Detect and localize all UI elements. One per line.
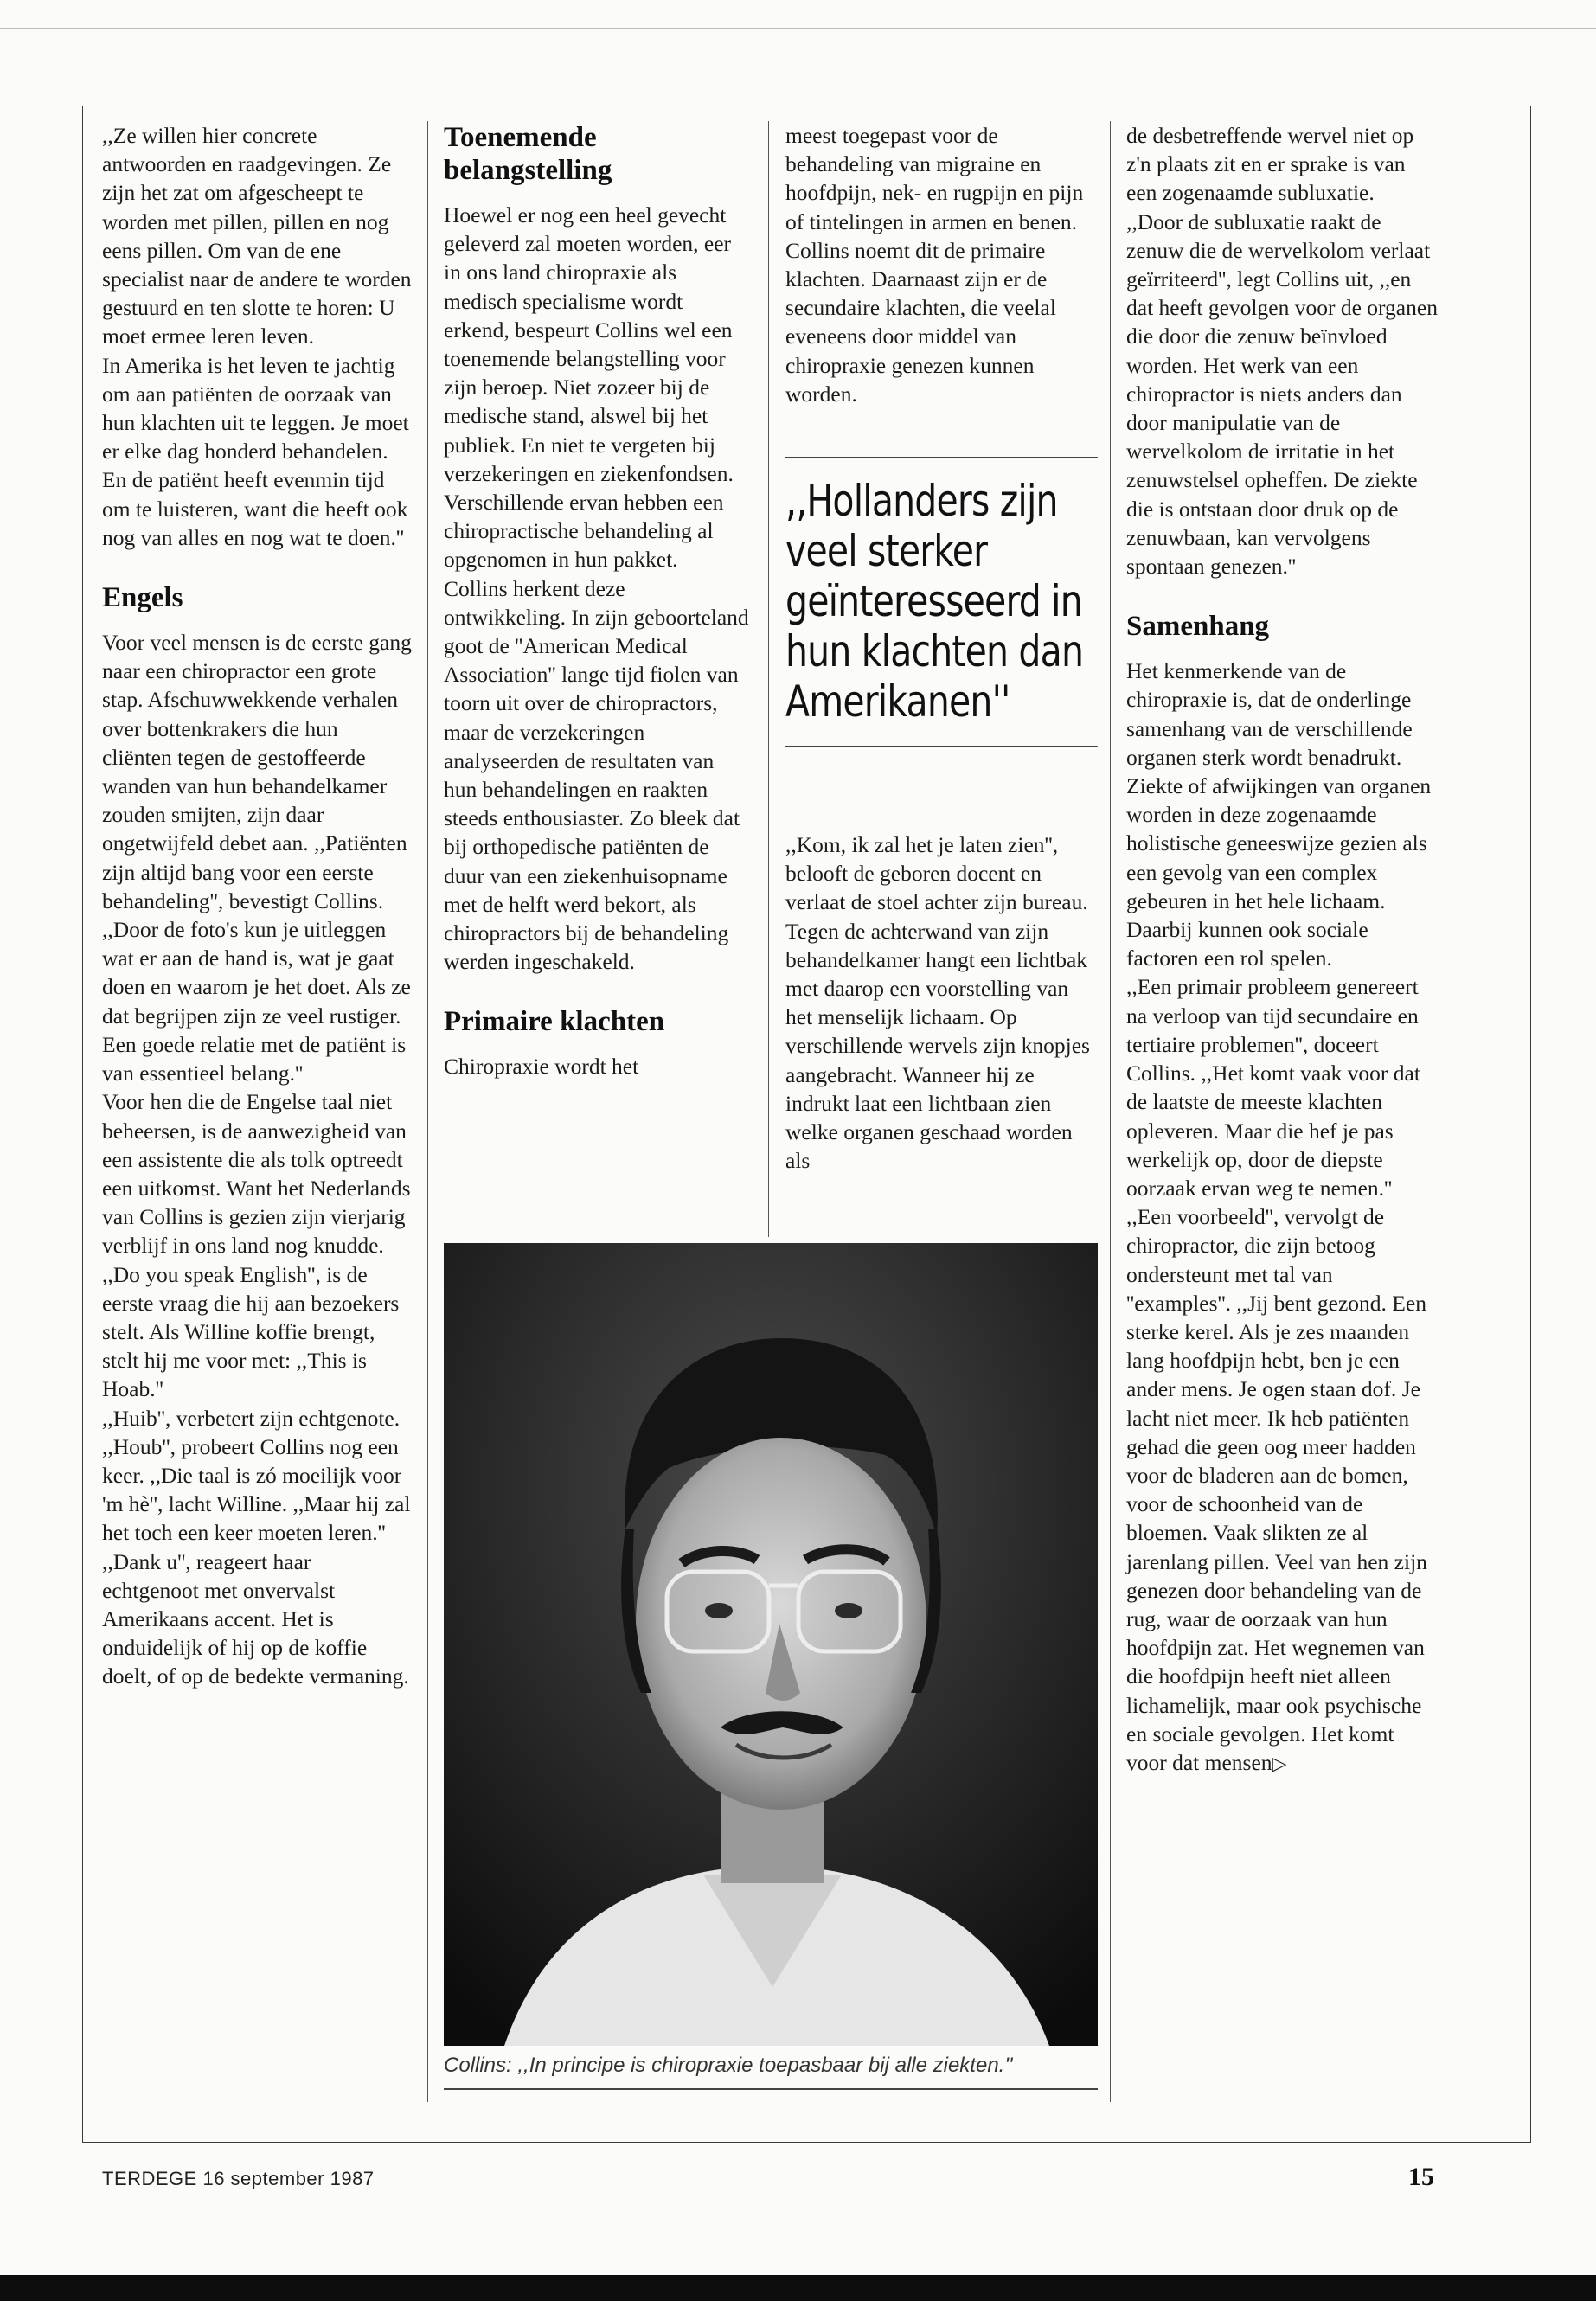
photo-caption: Collins: ,,In principe is chiropraxie toepasbaar bij alle ziekten.'' — [444, 2053, 1098, 2090]
column-1 — [102, 121, 412, 1691]
col4-paragraph-5-text: ,,Een voorbeeld'', vervolgt de chiropractor, die zijn betoog ondersteunt met tal van ''examples''. ,,Jij bent gezond. Een sterke kerel. Als je zes maanden lang hoofdpijn hebt, ben je een ander mens. Je ogen staan dof. Je lacht niet meer. Ik heb patiënten gehad die geen oog meer hadden voor de bladeren aan de bomen, voor de schoonheid van de bloemen. Vaak slikten ze al jarenlang pillen. Veel van hen zijn genezen door behandeling van de rug, waar de oorzaak van hun hoofdpijn zat. Het wegnemen van die hoofdpijn heeft niet alleen lichamelijk, maar ook psychische en sociale gevolgen. Het komt voor dat mensen — [1126, 1204, 1427, 1775]
col2-paragraph-3: Chiropraxie wordt het — [444, 1054, 639, 1080]
column-3-lower — [785, 830, 1090, 1175]
col1-paragraph-6: ,,Dank u'', reageert haar echtgenoot met onvervalst Amerikaans accent. Het is onduidelijk of hij op de koffie doelt, of op de bedekte vermaning. — [102, 1548, 409, 1689]
portrait-illustration — [444, 1243, 1098, 2046]
page-number: 15 — [1408, 2163, 1434, 2191]
scan-bottom-band — [0, 2275, 1596, 2301]
column-2 — [444, 121, 751, 1081]
portrait-photo — [444, 1243, 1098, 2046]
col4-paragraph-2: ,,Door de subluxatie raakt de zenuw die de wervelkolom verlaat geïrriteerd'', legt Collins uit, ,,en dat heeft gevolgen voor de organen die door die zenuw beïnvloed worden. Het werk van een chiropractor is niets anders dan door manipulatie van de wervelkolom de irritatie in het zenuwstelsel opheffen. De ziekte die is ontstaan door druk op de zenuwbaan, kan vervolgens spontaan genezen.'' — [1126, 208, 1438, 580]
col4-paragraph-1: de desbetreffende wervel niet op z'n plaats zit en er sprake is van een zogenaamde subluxatie. — [1126, 123, 1414, 206]
column-4 — [1126, 121, 1439, 1779]
col2-paragraph-1: Hoewel er nog een heel gevecht geleverd zal moeten worden, eer in ons land chiropraxie als medisch specialisme wordt erkend, bespeurt Collins wel een toenemende belangstelling voor zijn beroep. Niet zozeer bij de medische stand, alswel bij het publiek. En niet te vergeten bij verzekeringen en ziekenfondsen. Verschillende ervan hebben een chiropractische behandeling al opgenomen in hun pakket. — [444, 202, 734, 573]
col1-paragraph-2: In Amerika is het leven te jachtig om aan patiënten de oorzaak van hun klachten uit te leggen. Je moet er elke dag honderd behandelen. En de patiënt heeft evenmin tijd om te luisteren, want die heeft ook nog van alles en nog wat te doen.'' — [102, 352, 409, 550]
pull-quote: ,,Hollanders zijn veel sterker geïnteresseerd in hun klachten dan Amerikanen'' — [785, 457, 1098, 747]
col3-paragraph-1: meest toegepast voor de behandeling van migraine en hoofdpijn, nek- en rugpijn en pijn of tintelingen in armen en benen. Collins noemt dit de primaire klachten. Daarnaast zijn er de secundaire klachten, die veelal eveneens door middel van chiropraxie genezen kunnen worden. — [785, 123, 1084, 407]
col4-paragraph-4: ,,Een primair probleem genereert na verloop van tijd secundaire en tertiaire problemen'', doceert Collins. ,,Het komt vaak voor dat de laatste de meeste klachten opleveren. Maar die hef je pas werkelijk op, door de diepste oorzaak ervan weg te nemen.'' — [1126, 974, 1420, 1201]
col1-paragraph-5: ,,Huib'', verbetert zijn echtgenote. ,,Houb'', probeert Collins nog een keer. ,,Die taal is zó moeilijk voor 'm hè'', lacht Willine. ,,Maar hij zal het toch een keer moeten leren.'' — [102, 1405, 411, 1546]
column-3 — [785, 121, 1090, 408]
col4-paragraph-3: Het kenmerkende van de chiropraxie is, dat de onderlinge samenhang van de verschillende organen sterk wordt benadrukt. Ziekte of afwijkingen van organen worden in deze zogenaamde holistische geneeswijze gezien als een gevolg van een complex gebeuren in het hele lichaam. Daarbij kunnen ook sociale factoren een rol spelen. — [1126, 658, 1432, 971]
col2-paragraph-2: Collins herkent deze ontwikkeling. In zijn geboorteland goot de ''American Medical Association'' lange tijd fiolen van toorn uit over de chiropractors, maar de verzekeringen analyseerden de resultaten van hun behandelingen en raakten steeds enthousiaster. Zo bleek dat bij orthopedische patiënten de duur van een ziekenhuisopname met de helft werd bekort, als chiropractors bij de behandeling werden ingeschakeld. — [444, 575, 749, 975]
column-rule-2 — [768, 121, 769, 1237]
top-edge-line — [0, 28, 1596, 29]
col1-paragraph-1: ,,Ze willen hier concrete antwoorden en raadgevingen. Ze zijn het zat om afgescheept te worden met pillen, pillen en nog eens pillen. Om van de ene specialist naar de andere te worden gestuurd en ten slotte te horen: U moet ermee leren leven. — [102, 123, 412, 349]
heading-toenemende-belangstelling: Toenemende belangstelling — [444, 122, 612, 186]
heading-engels: Engels — [102, 582, 183, 614]
column-rule-3 — [1110, 121, 1111, 2102]
heading-samenhang: Samenhang — [1126, 611, 1270, 643]
col4-paragraph-5 — [1126, 1202, 1439, 1779]
col1-paragraph-3: Voor veel mensen is de eerste gang naar een chiropractor een grote stap. Afschuwwekkende verhalen over bottenkrakers die hun cliënten tegen de gestoffeerde wanden van hun behandelkamer zouden smijten, zijn daar ongetwijfeld debet aan. ,,Patiënten zijn altijd bang voor een eerste behandeling'', bevestigt Collins. ,,Door de foto's kun je uitleggen wat er aan de hand is, wat je gaat doen en waarom je het doet. Als ze dat begrijpen zijn ze veel rustiger. Een goede relatie met de patiënt is van essentieel belang.'' — [102, 630, 412, 1086]
col3-paragraph-3: Tegen de achterwand van zijn behandelkamer hangt een lichtbak met daarop een voorstelling van het menselijk lichaam. Op verschillende wervels zijn knopjes aangebracht. Wanneer hij ze indrukt laat een lichtbaan zien welke organen geschaad worden als — [785, 918, 1090, 1174]
heading-primaire-klachten: Primaire klachten — [444, 1006, 665, 1038]
col1-paragraph-4: Voor hen die de Engelse taal niet beheersen, is de aanwezigheid van een assistente die als tolk optreedt een uitkomst. Want het Nederlands van Collins is gezien zijn vierjarig verblijf in ons land nog knudde. ,,Do you speak English'', is de eerste vraag die hij aan bezoekers stelt. Als Willine koffie brengt, stelt hij me voor met: ,,This is Hoab.'' — [102, 1089, 411, 1402]
col3-paragraph-2: ,,Kom, ik zal het je laten zien'', belooft de geboren docent en verlaat de stoel achter zijn bureau. — [785, 832, 1088, 915]
column-rule-1 — [427, 121, 428, 2102]
triangle-right-icon: ▷ — [1272, 1753, 1287, 1775]
publication-footer: TERDEGE 16 september 1987 — [102, 2168, 375, 2189]
